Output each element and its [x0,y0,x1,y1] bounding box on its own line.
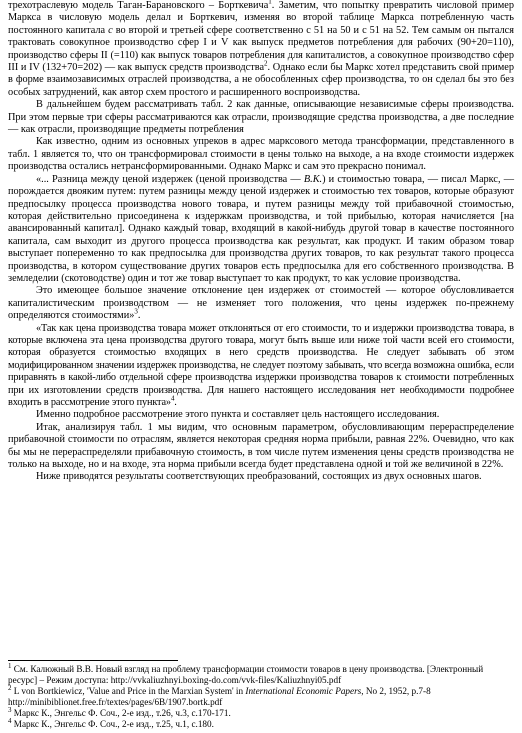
text-run: трехотраслевую модель Таган-Барановского – Борткевича [8,0,269,11]
text-run: . [174,397,177,408]
footnote [8,716,514,730]
text-run: Маркс К., Энгельс Ф. Соч., 2-е изд., т.26, ч.3, с.170-171. [11,708,231,718]
text-run: См. Калюжный В.В. Новый взгляд на проблему трансформации стоимости товаров в цену производства. [Электронный ресурс] – Режим доступа: http://vvkaliuzhnyi.boxing-do.com/vvk-files/Kaliuzhnyi05.pdf [8,664,484,685]
text-run: во второй и третьей сфере соответственно с 51 на 50 и с 51 на 52. Тем самым он пытался трактовать совокупное производство сфер I и V как выпуск предметов потребления для рабочих (90+20=110), производство сферы II (=110) как выпуск товаров потребления для капиталистов, а совокупное производство сфер III и IV (132+70=202) — как выпуск средств производства [8,24,514,74]
text-run: Маркс К., Энгельс Ф. Соч., 2-е изд., т.25, ч.1, с.180. [11,719,214,729]
text-run: . [137,310,141,322]
footnote-ref: 2 [8,683,12,692]
italic-run: В.К. [303,173,323,185]
text-run: Именно подробное рассмотрение этого пункта и составляет цель настоящего исследования. [36,409,440,421]
footnote-ref: 3 [8,705,12,714]
footnote-separator [8,660,178,661]
footnote-ref: 2 [264,59,268,68]
footnote-ref: 4 [170,394,175,403]
paragraph [8,409,514,421]
text-run: Итак, анализируя табл. 1 мы видим, что основным параметром, обусловливающим перераспределение прибавочной стоимости по отраслям, является некоторая средняя норма прибыли, равная 22%. Очевидно, что как бы мы не перераспределяли прибавочную стоимость, в том числе путем изменения цены средств производства не только на выходе, но и на входе, эта норма прибыли всегда будет представлена одной и той же величиной в 22%. [8,421,514,471]
paragraph [8,174,514,286]
footnote [8,661,514,686]
footnote-ref: 4 [8,716,12,725]
text-run: Ниже приводятся результаты соответствующих преобразований, состоящих из двух основных шагов. [36,471,482,483]
footnote-ref: 3 [134,307,138,316]
paragraph [8,99,514,136]
paragraph [8,136,514,173]
footnote-ref: 1 [268,0,272,6]
text-run: , No 2, 1952, p.7-8 http://minibiblionet.free.fr/textes/pages/6B/1907.bortk.pdf [8,686,431,707]
text-run: «Так как цена производства товара может отклоняться от его стоимости, то и издержки производства товара, в которые включена эта цена производства другого товара, могут быть выше или ниже той части всей его стоимости, которая образуется стоимостью входящих в него средств производства. Не следует забывать об этом модифицированном значении издержек производства, не следует поэтому забывать, что всегда возможна ошибка, если приравнять в какой-либо отдельной сфере производства издержки производства товаров к стоимости потребленных при их изготовлении средств производства. Для нашего настоящего исследования нет необходимости подробнее входить в рассмотрение этого пункта» [8,322,514,408]
paragraph [8,285,514,322]
text-run: В дальнейшем будем рассматривать табл. 2 как данные, описывающие независимые сферы производства. При этом первые три сферы рассматриваются как отрасли, производящие средства производства, а две последние — как отрасли, производящие предметы потребления [8,99,514,136]
footnote [8,683,514,708]
text-run: . Однако если бы Маркс хотел представить свой пример в форме взаимозависимых отраслей производства, а не обособленных сфер производства, то он сделал бы это без особых затруднений, как автор схем простого и расширенного воспроизводства. [8,62,514,98]
text-run: «... Разница между ценой издержек (ценой производства — [36,173,304,185]
text-run: . Заметим, что попытку превратить числовой пример Маркса в числовую модель делал и Борткевич, изменяя во второй таблице Маркса потребленную часть постоянного капитала [8,0,514,36]
paragraph [8,0,514,99]
text-run: Это имеющее большое значение отклонение цен издержек от стоимостей — которое обусловливается капиталистическим производством — не изменяет того положения, что цены издержек по-прежнему определяются стоимостями» [8,285,514,322]
footnote [8,705,514,719]
text-run: Как известно, одним из основных упреков в адрес марксового метода трансформации, представленного в табл. 1 является то, что он трансформировал стоимости в цены только на выходе, а на входе стоимости издержек производства остались нетрансформированными. Однако Маркс и сам это прекрасно понимал. [8,136,514,173]
text-run: L von Bortkiewicz, 'Value and Price in the Marxian System' in [11,686,246,696]
italic-run: International Economic Papers [245,686,362,696]
footnote-ref: 1 [8,661,12,670]
body-text [8,0,514,484]
paragraph [8,471,514,483]
footnotes-block [8,654,514,730]
italic-run: c [108,24,113,36]
paragraph [8,422,514,472]
paragraph [8,323,514,410]
text-run: ) и стоимостью товара, — писал Маркс, — порождается двояким путем: путем разницы между ценой издержек и стоимостью тех товаров, которые образуют предпосылку процесса производства нового товара, и путем разницы между той прибавочной стоимостью, которая действительно присоединена к издержкам производства, и той прибылью, которая начисляется [на авансированный капитал]. Однако каждый товар, входящий в какой-нибудь другой товар в качестве постоянного капитала, сам выходит из другого процесса производства как результат, как продукт. И таким образом товар выступает попеременно то как предпосылка для производства других товаров, то как результат такого процесса производства, в котором существование других товаров есть предпосылка для его собственного производства. В земледелии (скотоводстве) один и тот же товар выступает то как продукт, то как условие производства. [8,173,514,284]
footnotes-list [8,661,514,730]
